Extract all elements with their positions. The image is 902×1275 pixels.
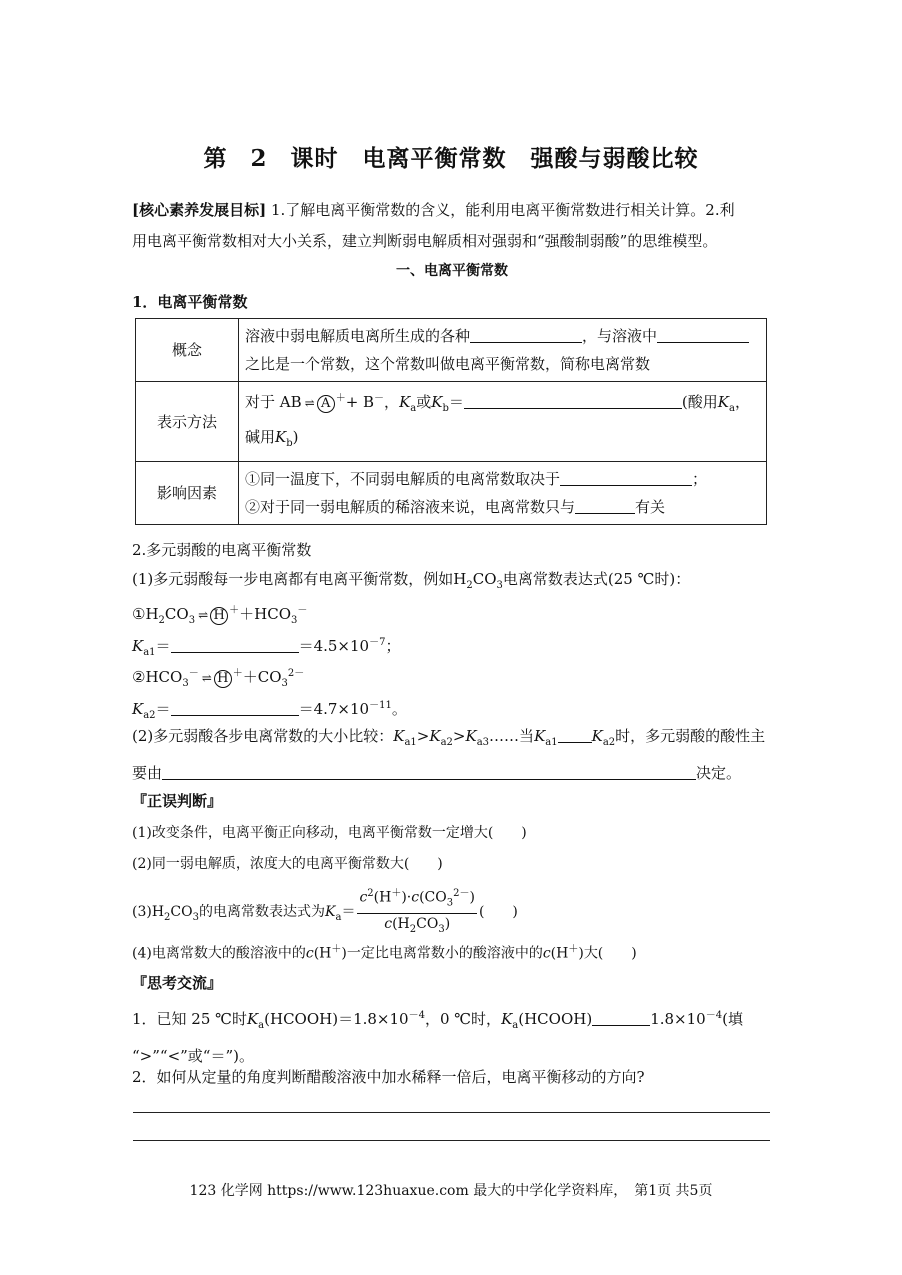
judge-q4-text-a: (4)电离常数大的酸溶液中的 [132, 945, 306, 962]
expr-text-8: 碱用 [245, 428, 276, 446]
think-heading: 『思考交流』 [132, 974, 223, 992]
factors-text-2: ②对于同一弱电解质的稀溶液来说，电离常数只与 [245, 498, 576, 516]
ka1-end: ； [385, 637, 401, 655]
equation-1: $①H_2CO_3$ ⇌ H $^++HCO_3^-$ [132, 605, 308, 626]
row-header-expression: 表示方法 [136, 382, 239, 462]
blank-nature[interactable] [560, 469, 692, 486]
judge-q4-text-c: 大( ) [583, 945, 637, 962]
para2-text-d: 要由 [132, 764, 163, 782]
section-heading-1: 一、电离平衡常数 [396, 263, 508, 279]
blank-first-step[interactable] [162, 763, 696, 780]
factors-text-1: ①同一温度下，不同弱电解质的电离常数取决于 [245, 470, 561, 488]
para1-text-a: (1)多元弱酸每一步电离都有电离平衡常数，例如 [132, 570, 454, 588]
polyacid-comparison: (2)多元弱酸各步电离常数的大小比较：$K_{a1}>K_{a2}>K_{a3}\dots\dots$当$K_{a1}$ $K_{a2}$时，多元弱酸的酸性主 要由 决定。 [132, 727, 766, 782]
ka-fraction: $\frac{c^2(H^+)\cdot c(CO_3^{2-})}{c(H_2CO_3)}$ [357, 884, 477, 940]
expr-text-1: 对于 AB [245, 393, 302, 411]
answer-line-1[interactable] [133, 1112, 770, 1113]
eq1-right: ＋HCO [239, 605, 291, 623]
goals-text-2: 用电离平衡常数相对大小关系，建立判断弱电解质相对强弱和“强酸制弱酸”的思维模型。 [132, 232, 718, 250]
row-header-concept: 概念 [136, 319, 239, 382]
subheading-1: 1．电离平衡常数 [132, 293, 248, 311]
blank-compare[interactable] [558, 726, 592, 743]
expr-text-6: (酸用 [681, 393, 718, 411]
factors-cell [239, 462, 767, 525]
ka1-expression: $K_{a1}= =4.5\times 10^{-7}$； [132, 637, 401, 658]
blank-ka2[interactable] [171, 699, 299, 716]
goals-label: [核心素养发展目标] [132, 201, 267, 219]
table-row-factors [136, 462, 767, 525]
page-title: 第 2 课时 电离平衡常数 强酸与弱酸比较 [203, 145, 699, 172]
concept-text-2: ，与溶液中 [582, 327, 658, 345]
para2-text-b: ……当 [489, 727, 535, 745]
para2-text-c: 时，多元弱酸的酸性主 [615, 727, 766, 745]
think-q1-text-a: 1．已知 25 ℃时 [132, 1010, 247, 1028]
expr-text-7: ， [734, 393, 750, 411]
judge-q3-text: 的电离常数表达式为 [199, 904, 325, 921]
equation-2: $②HCO_3^-$ ⇌ H $^++CO_3^{2-}$ [132, 668, 305, 689]
judge-heading: 『正误判断』 [132, 792, 223, 810]
expr-text-2: + B [345, 393, 375, 411]
expr-text-4: 或 [416, 393, 432, 411]
judge-q3: $(3)H_2CO_3$的电离常数表达式为$K_a=$ $\frac{c^2(H^+)\cdot c(CO_3^{2-})}{c(H_2CO_3)}$ ( ) [132, 884, 772, 940]
factors-text-3: 有关 [635, 498, 666, 516]
judge-q1: (1)改变条件，电离平衡正向移动，电离平衡常数一定增大( ) [132, 825, 527, 841]
concept-cell [239, 319, 767, 382]
ka2-end: 。 [391, 700, 407, 718]
subheading-2: 2.多元弱酸的电离平衡常数 [132, 541, 312, 559]
think-q1: 1．已知 25 ℃时$K_a(HCOOH)=1.8\times 10^{-4}$，0 ℃时，$K_a(HCOOH)$ $1.8\times 10^{-4}$(填 “>”“<”或“＝”)。 [132, 1010, 743, 1065]
blank-molecules[interactable] [657, 326, 749, 343]
expr-text-3: ， [384, 393, 400, 411]
judge-q3-bracket: ( ) [478, 904, 518, 921]
think-q1-text-b: (HCOOH)＝1.8×10 [264, 1010, 409, 1028]
row-header-factors: 影响因素 [136, 462, 239, 525]
table-row-concept [136, 319, 767, 382]
equilibrium-arrow-icon: ⇌ [304, 396, 313, 410]
think-q1-text-d: (HCOOH) [518, 1010, 593, 1028]
circled-symbol: H [210, 607, 228, 625]
circled-symbol: H [214, 670, 232, 688]
ka2-expression: $K_{a2}= =4.7\times 10^{-11}$。 [132, 700, 407, 721]
judge-q4: (4)电离常数大的酸溶液中的c(H＋)一定比电离常数小的酸溶液中的c(H＋)大( ) [132, 944, 637, 962]
core-goals [132, 195, 772, 257]
eq2-number: ②HCO [132, 668, 183, 686]
ka2-value: ＝4.7×10 [298, 700, 370, 718]
page-footer: 123 化学网 https://www.123huaxue.com 最大的中学化学资料库， 第1页 共5页 [189, 1183, 713, 1199]
ionization-constant-table [135, 318, 767, 525]
eq2-right: ＋CO [242, 668, 282, 686]
judge-q4-text-b: 一定比电离常数小的酸溶液中的 [346, 945, 543, 962]
think-q1-text-g: “>”“<”或“＝”)。 [132, 1047, 254, 1065]
para1-text-b: 电离常数表达式(25 ℃时)： [502, 570, 691, 588]
answer-line-2[interactable] [133, 1140, 770, 1141]
expr-text-5: ＝ [448, 393, 464, 411]
concept-text-1: 溶液中弱电解质电离所生成的各种 [245, 327, 471, 345]
blank-temperature[interactable] [575, 497, 635, 514]
think-q1-text-c: ，0 ℃时， [424, 1010, 502, 1028]
para2-text-a: (2)多元弱酸各步电离常数的大小比较： [132, 727, 394, 745]
equilibrium-arrow-icon: ⇌ [201, 671, 210, 685]
factors-text-1-end: ； [692, 470, 708, 488]
para2-text-e: 决定。 [696, 764, 742, 782]
think-q1-text-f: (填 [722, 1010, 743, 1028]
blank-ka1[interactable] [171, 636, 299, 653]
eq1-left: H [145, 605, 159, 623]
think-q1-exponent: －4 [408, 1010, 425, 1021]
equilibrium-arrow-icon: ⇌ [198, 608, 207, 622]
ka1-exponent: －7 [369, 637, 386, 648]
table-row-expression [136, 382, 767, 462]
blank-ions[interactable] [470, 326, 582, 343]
think-q1-text-e: 1.8×10 [650, 1010, 706, 1028]
polyacid-intro: (1)多元弱酸每一步电离都有电离平衡常数，例如$H_2CO_3$电离常数表达式(25 ℃时)： [132, 570, 691, 591]
think-q2: 2．如何从定量的角度判断醋酸溶液中加水稀释一倍后，电离平衡移动的方向? [132, 1068, 645, 1086]
eq1-number: ① [132, 605, 146, 623]
goals-text-1: 1.了解电离平衡常数的含义，能利用电离平衡常数进行相关计算。2.利 [270, 201, 735, 219]
expression-cell: 对于 AB ⇌ A ＋+ B－，$K_a$或$K_b=$ (酸用$K_a$， 碱用$K_b$) [239, 382, 767, 462]
ka2-exponent: －11 [369, 700, 392, 711]
concept-text-3: 之比是一个常数，这个常数叫做电离平衡常数，简称电离常数 [245, 355, 651, 373]
blank-compare-ka[interactable] [592, 1009, 650, 1026]
blank-expression[interactable] [464, 392, 682, 409]
circled-symbol: A [317, 395, 335, 413]
judge-q2: (2)同一弱电解质，浓度大的电离平衡常数大( ) [132, 856, 443, 872]
ka1-value: ＝4.5×10 [298, 637, 370, 655]
think-q1-exponent-2: －4 [705, 1010, 723, 1021]
